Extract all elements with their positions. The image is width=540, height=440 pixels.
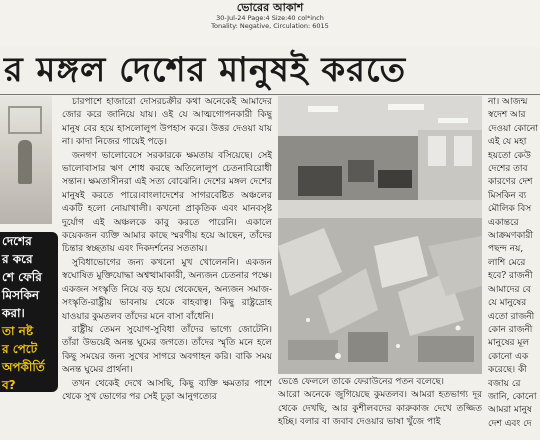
pull-quote-box xyxy=(0,232,58,392)
right-column-line: দেওয়া কোনো xyxy=(488,123,538,134)
right-column-line: মৌলিক বিস xyxy=(488,204,532,215)
pull-quote-line: শে ফেরি xyxy=(2,270,42,284)
left-column xyxy=(0,96,58,440)
right-column-line: না। আজন্ম xyxy=(488,97,528,107)
newspaper-name: ভোরের আকাশ xyxy=(236,1,304,14)
right-column-line: আমাদের বে xyxy=(488,284,531,295)
headline-rule xyxy=(0,94,540,95)
right-column-line: আক্রমণকারী xyxy=(488,231,533,242)
headline: র মঙ্গল দেশের মানুষই করতে xyxy=(4,50,407,90)
right-column-line: দেশ এবং দে xyxy=(488,418,532,429)
right-column-line: করেছে। কী xyxy=(488,365,527,376)
author-photo xyxy=(0,96,52,224)
right-column-line: যে মানুষের xyxy=(488,298,527,309)
photo-frame xyxy=(8,106,42,134)
pull-quote-line: অপকীর্তি xyxy=(2,360,45,374)
right-column-line: কারণের দেশ xyxy=(488,177,533,188)
right-column-line: বজায় রে xyxy=(488,378,521,389)
right-column-line: স্বদেশ আর xyxy=(488,110,526,121)
pull-quote-line: করা। xyxy=(2,306,25,320)
right-column-line: মানুষের মূল xyxy=(488,338,530,349)
article-body xyxy=(62,96,272,440)
pull-quote-line: তা নষ্ট xyxy=(2,324,34,338)
article-paragraph: তখন থেকেই দেখে আসছি, কিছু ব্যক্তি ক্ষমতার পাশে থেকে সুখ ভোগের পর সেই চূড়া আনুগত্যের xyxy=(62,378,272,402)
right-column-line: দেশের তাব xyxy=(488,164,528,175)
right-column-line: এতো রাজনী xyxy=(488,311,535,322)
person-figure xyxy=(18,140,32,184)
right-column-line: জানি, কোনো xyxy=(488,391,537,402)
right-column-line: একান্তরে xyxy=(488,217,519,228)
right-column-line: মিসকিন ব্য xyxy=(488,190,527,201)
right-column-line: এই যে মহা xyxy=(488,137,527,148)
right-column-line: হবে? রাজনী xyxy=(488,271,533,282)
photo-caption xyxy=(278,376,482,440)
pull-quote-line: দেশের xyxy=(2,234,32,248)
pull-quote-line: র করে xyxy=(2,252,33,266)
damaged-office-photo xyxy=(278,96,482,374)
right-column-line: আমরা মানুষ xyxy=(488,405,532,416)
pull-quote-line: ব? xyxy=(2,378,16,392)
pull-quote-line: র পেটে xyxy=(2,342,38,356)
article-paragraph: চারপাশে হাজারো দোসরচক্রীর কথা অনেকেই আমাদের জোর করে জানিয়ে যায়। ওই যে আত্মগোপনকারী কিছু মানুষ বের হয়ে হাসলোলুপ উপহাস করে। উত্তর দেওয়া যায় না। কাদা নিজের গায়েই পড়ে। xyxy=(62,97,272,148)
article-paragraph: রাষ্ট্রীয় তেমন সুযোগ-সুবিধা তাঁদের ভাগ্যে জোটেনি। তাঁরা উভয়েই অনন্ত ঘুমের জগতে। তাঁদের স্মৃতি মনে হলে কিছু সময়ের জন্য সুখের সাগরে অবগাহন করি। বাকি সময় অনন্ত ঘুমের প্রার্থনা। xyxy=(62,324,272,376)
caption-paragraph: ভেঙে ফেললে তাকে ফেরাউনের পতন বলেছে। xyxy=(278,377,445,387)
right-column-line: লাশি মেরে xyxy=(488,257,526,268)
article-paragraph: জনগণ ভালোবেসে সরকারকে ক্ষমতায় বসিয়েছে। সেই ভালোবাসার ঋণ শোধ করছে অতিলোলুপ চেতনাবিরোধী সন্তান। ক্ষমতাসীনরা এই সত্য বোঝেনি। দেশের মঙ্গল দেশের মানুষই করতে পারে।বাংলাদেশের সাগরবেষ্টিত অঞ্চলের একটি হলো নোয়াখালী। কখনো প্রাকৃতিক এবং মানবসৃষ্ট দুর্যোগ এই অঞ্চলকে কাবু করতে পারেনি। একালে কয়েকজন ব্যক্তি আমার কাছে স্মরণীয় হয়ে আছেন, তাঁদের চিন্তার স্বচ্ছতায় এবং দিকদর্শনের সততায়। xyxy=(62,150,272,255)
office-scene-illustration xyxy=(278,96,482,374)
masthead xyxy=(0,0,540,46)
clipping-meta-date: 30-Jul-24 Page:4 Size:40 col*inch xyxy=(216,14,324,22)
right-column xyxy=(488,96,540,440)
article-paragraph: সুবিধাভোগের জন্য কখনো মুখ খোলেননি। একজন স্বঘোষিত মুক্তিযোদ্ধা অশ্বত্থামাকারী, অন্যজন চেতনার পক্ষে। একজন সংস্কৃতি নিয়ে বড় হয়ে থেকেছেন, অন্যজন সমাজ-সংস্কৃতি-রাষ্ট্রীয় ভাবনায় থেকে বাহবাত্ব। কিছু রাষ্ট্রদ্রোহ যাওয়ার কুমতলব তাঁদের মনে বাসা বাঁধেনি। xyxy=(62,257,272,322)
right-column-line: হয়তো কেউ xyxy=(488,150,531,161)
right-column-line: কোনো এক xyxy=(488,351,529,362)
right-column-line: কোন রাজনী xyxy=(488,324,533,335)
caption-paragraph: আরো অনেকে জুগিয়েছে কুমতলব। আমরা হতভাগ্য দূর থেকে দেখছি, আর কুশীলবদের কারুকাজ দেখে তজ্জিত হচ্ছি। বলার বা জবাব দেওয়ার ভাষা খুঁজে পাই xyxy=(278,390,482,428)
right-column-line: পছন্দ নয়, xyxy=(488,244,524,255)
clipping-meta-tonality: Tonality: Negative, Circulation: 6015 xyxy=(211,22,329,30)
pull-quote-line: মিসকিন xyxy=(2,288,40,302)
